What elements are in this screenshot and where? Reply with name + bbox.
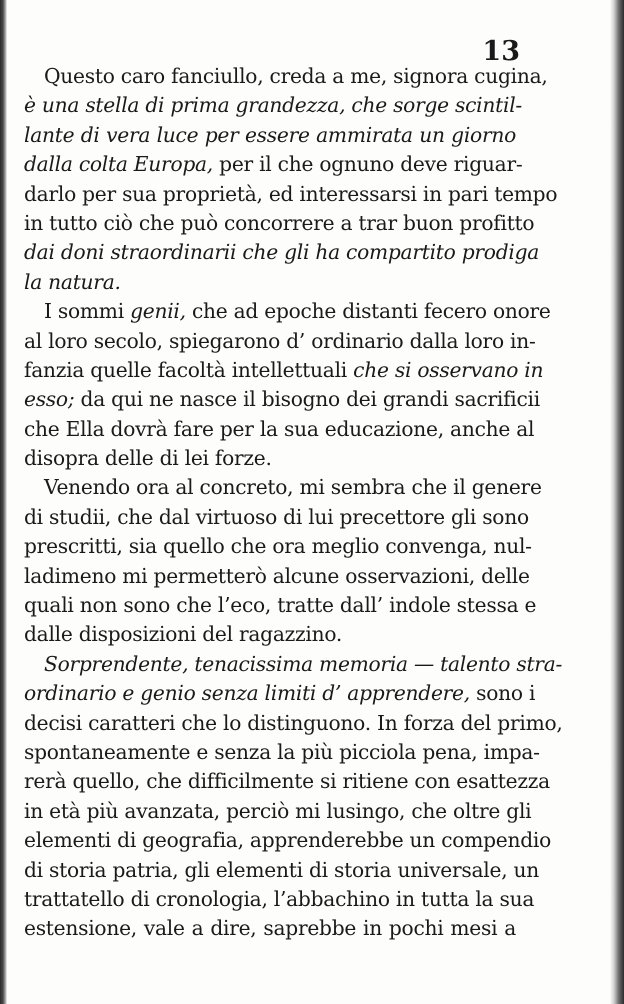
- text-segment: al loro secolo, spiegarono d’ ordinario dalla loro in-: [24, 328, 536, 353]
- text-line: [24, 91, 522, 120]
- text-line: [24, 356, 544, 385]
- text-segment: decisi caratteri che lo distinguono. In forza del primo,: [24, 710, 563, 735]
- italic-text-segment: è una stella di prima grandezza, che sorge scintil-: [24, 93, 522, 118]
- text-segment: di storia patria, gli elementi di storia universale, un: [24, 857, 540, 882]
- text-segment: elementi di geografia, apprenderebbe un compendio: [24, 828, 551, 853]
- text-line: [24, 650, 563, 679]
- text-segment: estensione, vale a dire, saprebbe in pochi mesi a: [24, 916, 516, 941]
- italic-text-segment: la natura.: [24, 269, 121, 294]
- italic-text-segment: dai doni straordinarii che gli ha compartito prodiga: [24, 240, 540, 265]
- text-line: [24, 238, 540, 267]
- text-segment: disopra delle di lei forze.: [24, 446, 272, 471]
- text-segment: I sommi: [44, 299, 131, 324]
- text-line: [24, 385, 540, 414]
- italic-text-segment: genii,: [130, 299, 186, 324]
- text-line: [24, 473, 542, 502]
- body-text: [24, 62, 563, 944]
- text-segment: quali non sono che l’eco, tratte dall’ indole stessa e: [24, 593, 537, 618]
- text-line: [24, 856, 540, 885]
- text-segment: Questo caro fanciullo, creda a me, signora cugina,: [44, 64, 548, 88]
- text-line: [24, 591, 537, 620]
- text-line: [24, 503, 529, 532]
- text-line: [24, 209, 535, 238]
- text-segment: in età più avanzata, perciò mi lusingo, che oltre gli: [24, 798, 532, 823]
- text-segment: ladimeno mi permetterò alcune osservazioni, delle: [24, 563, 530, 588]
- text-line: [24, 679, 536, 708]
- italic-text-segment: ordinario e genio senza limiti d’ apprendere,: [24, 681, 470, 706]
- text-line: [24, 826, 551, 855]
- text-segment: di studii, che dal virtuoso di lui precettore gli sono: [24, 504, 529, 529]
- text-line: [24, 268, 516, 297]
- text-segment: da qui ne nasce il bisogno dei grandi sacrificii: [74, 387, 540, 412]
- text-segment: prescritti, sia quello che ora meglio convenga, nul-: [24, 534, 532, 559]
- text-line: [24, 62, 548, 91]
- text-segment: spontaneamente e senza la più picciola pena, impa-: [24, 739, 540, 764]
- text-segment: rerà quello, che difficilmente si ritiene con esattezza: [24, 769, 550, 794]
- text-line: [24, 532, 532, 561]
- text-line: [24, 620, 516, 649]
- text-line: [24, 914, 516, 943]
- text-line: [24, 444, 516, 473]
- page-number: 13: [482, 36, 520, 67]
- paragraph: [24, 62, 558, 297]
- text-segment: che ad epoche distanti fecero onore: [185, 299, 551, 324]
- italic-text-segment: esso;: [24, 387, 75, 412]
- italic-text-segment: che si osservano in: [353, 357, 544, 382]
- paragraph: [24, 473, 542, 649]
- text-line: [24, 709, 563, 738]
- text-line: [24, 767, 550, 796]
- text-line: [24, 327, 536, 356]
- italic-text-segment: lante di vera luce per essere ammirata un giorno: [24, 122, 516, 147]
- text-segment: sono i: [469, 681, 536, 706]
- text-line: [24, 297, 551, 326]
- text-line: [24, 150, 523, 179]
- text-segment: fanzia quelle facoltà intellettuali: [24, 357, 354, 382]
- text-line: [24, 121, 516, 150]
- text-line: [24, 738, 540, 767]
- text-segment: trattatello di cronologia, l’abbachino in tutta la sua: [24, 886, 535, 911]
- text-line: [24, 415, 535, 444]
- text-segment: che Ella dovrà fare per la sua educazione, anche al: [24, 416, 535, 441]
- paragraph: [24, 297, 551, 473]
- text-line: [24, 797, 532, 826]
- text-line: [24, 885, 535, 914]
- text-segment: dalle disposizioni del ragazzino.: [24, 622, 343, 647]
- text-line: [24, 562, 530, 591]
- page-left-edge: [0, 0, 7, 1004]
- text-segment: in tutto ciò che può concorrere a trar buon profitto: [24, 210, 535, 235]
- page-right-edge: [610, 0, 624, 1004]
- text-segment: per il che ognuno deve riguar-: [212, 152, 523, 177]
- text-segment: darlo per sua proprietà, ed interessarsi in pari tempo: [24, 181, 558, 206]
- text-segment: Venendo ora al concreto, mi sembra che il genere: [44, 475, 542, 500]
- italic-text-segment: dalla colta Europa,: [24, 152, 213, 177]
- italic-text-segment: Sorprendente, tenacissima memoria — talento stra-: [44, 651, 563, 676]
- paragraph: [24, 650, 563, 944]
- text-line: [24, 180, 558, 209]
